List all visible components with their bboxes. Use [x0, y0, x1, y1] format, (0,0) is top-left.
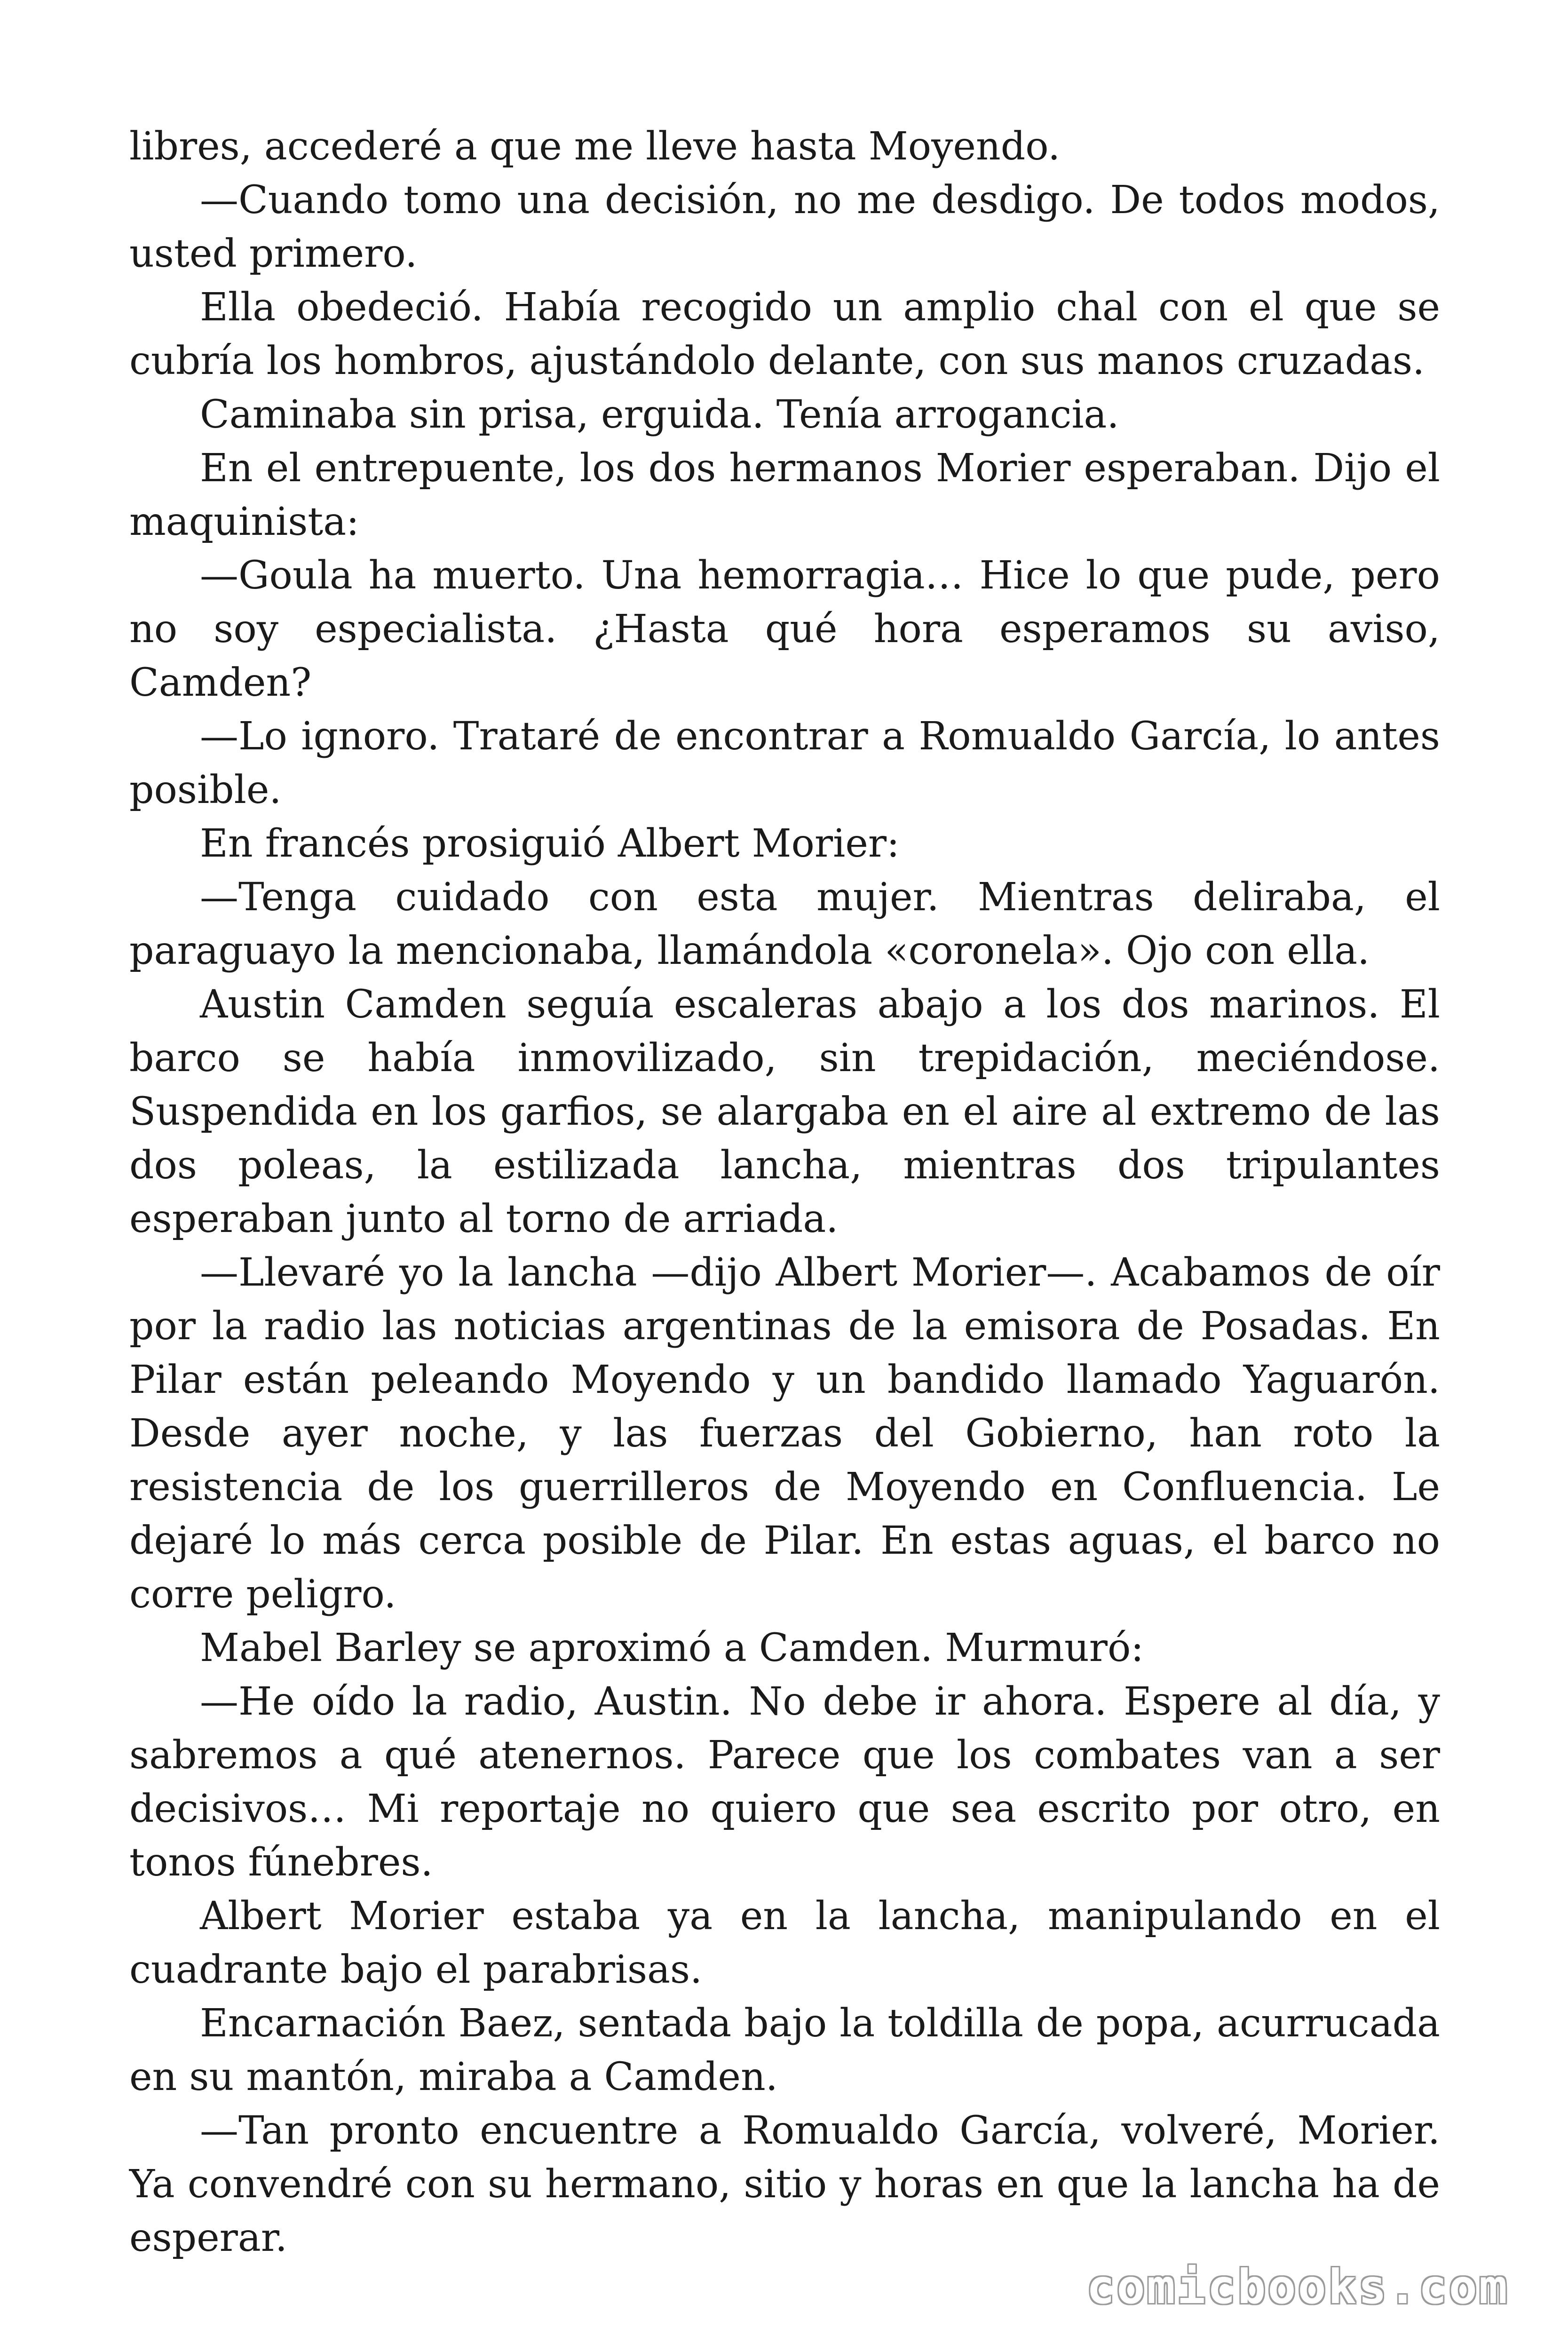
paragraph: En francés prosiguió Albert Morier:: [200, 821, 900, 866]
paragraph: libres, accederé a que me lleve hasta Moyendo.: [129, 124, 1061, 169]
paragraph: —Tenga cuidado con esta mujer. Mientras deliraba, el paraguayo la mencionaba, llamándola «coronela». Ojo con ella.: [129, 875, 1440, 973]
paragraph: —Goula ha muerto. Una hemorragia… Hice lo que pude, pero no soy especialista. ¿Hasta qué hora esperamos su aviso, Camden?: [129, 553, 1440, 705]
paragraph: —He oído la radio, Austin. No debe ir ahora. Espere al día, y sabremos a qué atenernos. Parece que los combates van a ser decisivos… Mi reportaje no quiero que sea escrito por otro, en tonos fúnebres.: [129, 1679, 1440, 1885]
page-body: [129, 120, 1440, 2265]
paragraph: Encarnación Baez, sentada bajo la toldilla de popa, acurrucada en su mantón, miraba a Camden.: [129, 2001, 1440, 2099]
paragraph: Caminaba sin prisa, erguida. Tenía arrogancia.: [200, 392, 1119, 437]
paragraph: —Lo ignoro. Trataré de encontrar a Romualdo García, lo antes posible.: [129, 714, 1440, 812]
paragraph: En el entrepuente, los dos hermanos Morier esperaban. Dijo el maquinista:: [129, 446, 1440, 544]
paragraph: Albert Morier estaba ya en la lancha, manipulando en el cuadrante bajo el parabrisas.: [129, 1894, 1440, 1992]
paragraph: Mabel Barley se aproximó a Camden. Murmuró:: [200, 1626, 1144, 1670]
paragraph: —Llevaré yo la lancha —dijo Albert Morier—. Acabamos de oír por la radio las noticias argentinas de la emisora de Posadas. En Pilar están peleando Moyendo y un bandido llamado Yaguarón. Desde ayer noche, y las fuerzas del Gobierno, han roto la resistencia de los guerrilleros de Moyendo en Confluencia. Le dejaré lo más cerca posible de Pilar. En estas aguas, el barco no corre peligro.: [129, 1250, 1440, 1617]
paragraph: —Tan pronto encuentre a Romualdo García, volveré, Morier. Ya convendré con su hermano, sitio y horas en que la lancha ha de esperar.: [129, 2108, 1440, 2260]
paragraph: Austin Camden seguía escaleras abajo a los dos marinos. El barco se había inmovilizado, sin trepidación, meciéndose. Suspendida en los garfios, se alargaba en el aire al extremo de las dos poleas, la estilizada lancha, mientras dos tripulantes esperaban junto al torno de arriada.: [129, 982, 1440, 1241]
paragraph: —Cuando tomo una decisión, no me desdigo. De todos modos, usted primero.: [129, 178, 1440, 276]
watermark-logo: comicbooks.com: [1086, 2259, 1509, 2314]
paragraph: Ella obedeció. Había recogido un amplio chal con el que se cubría los hombros, ajustándolo delante, con sus manos cruzadas.: [129, 285, 1440, 383]
